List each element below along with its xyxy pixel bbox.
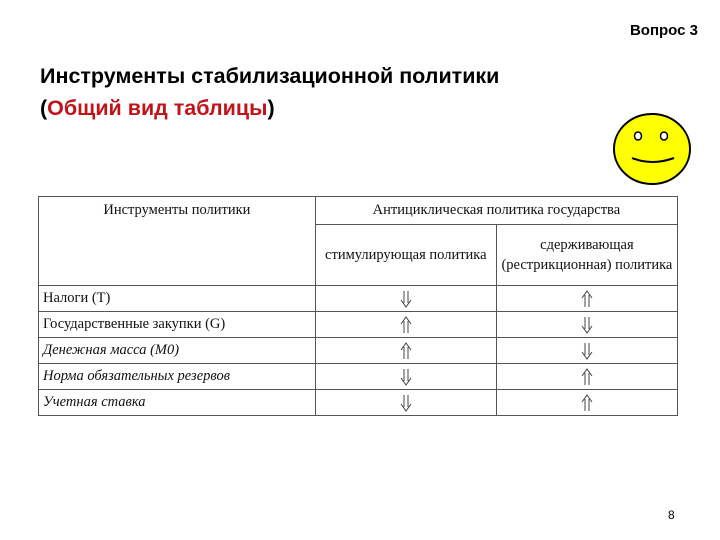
restrictive-direction: [496, 390, 677, 416]
arrow-up-icon: [580, 368, 594, 386]
question-label: Вопрос 3: [629, 22, 698, 39]
title-paren-open: (: [40, 96, 48, 120]
title-main: Инструменты стабилизационной политики: [40, 64, 500, 88]
arrow-up-icon: [399, 342, 413, 360]
restrictive-direction: [496, 338, 677, 364]
stimulating-direction: [315, 364, 496, 390]
arrow-up-icon: [580, 290, 594, 308]
arrow-down-icon: [399, 394, 413, 412]
instrument-name: Государственные закупки (G): [39, 312, 316, 338]
policy-instruments-table: [38, 196, 678, 416]
arrow-down-icon: [399, 368, 413, 386]
table-row: [39, 286, 678, 312]
table-row: [39, 364, 678, 390]
table-body: [39, 286, 678, 416]
table-row: [39, 390, 678, 416]
table-row: [39, 338, 678, 364]
restrictive-direction: [496, 312, 677, 338]
instrument-name: Налоги (T): [39, 286, 316, 312]
stimulating-direction: [315, 338, 496, 364]
header-countercyclical-policy: Антициклическая политика государства: [315, 197, 677, 225]
instrument-name: Учетная ставка: [39, 390, 316, 416]
stimulating-direction: [315, 390, 496, 416]
table-row: [39, 312, 678, 338]
title-highlight: Общий вид таблицы: [47, 96, 268, 120]
smiley-face-icon: [612, 112, 692, 186]
header-instruments: Инструменты политики: [39, 197, 316, 286]
stimulating-direction: [315, 286, 496, 312]
slide-title: [40, 60, 660, 124]
page-number: 8: [668, 508, 675, 522]
title-paren-close: ): [267, 96, 275, 120]
arrow-down-icon: [399, 290, 413, 308]
restrictive-direction: [496, 364, 677, 390]
instrument-name: Денежная масса (M0): [39, 338, 316, 364]
instrument-name: Норма обязательных резервов: [39, 364, 316, 390]
header-stimulating-policy: стимулирующая политика: [315, 225, 496, 286]
stimulating-direction: [315, 312, 496, 338]
arrow-down-icon: [580, 342, 594, 360]
arrow-up-icon: [399, 316, 413, 334]
restrictive-direction: [496, 286, 677, 312]
arrow-up-icon: [580, 394, 594, 412]
arrow-down-icon: [580, 316, 594, 334]
header-restrictive-policy: сдерживающая (рестрикционная) политика: [496, 225, 677, 286]
